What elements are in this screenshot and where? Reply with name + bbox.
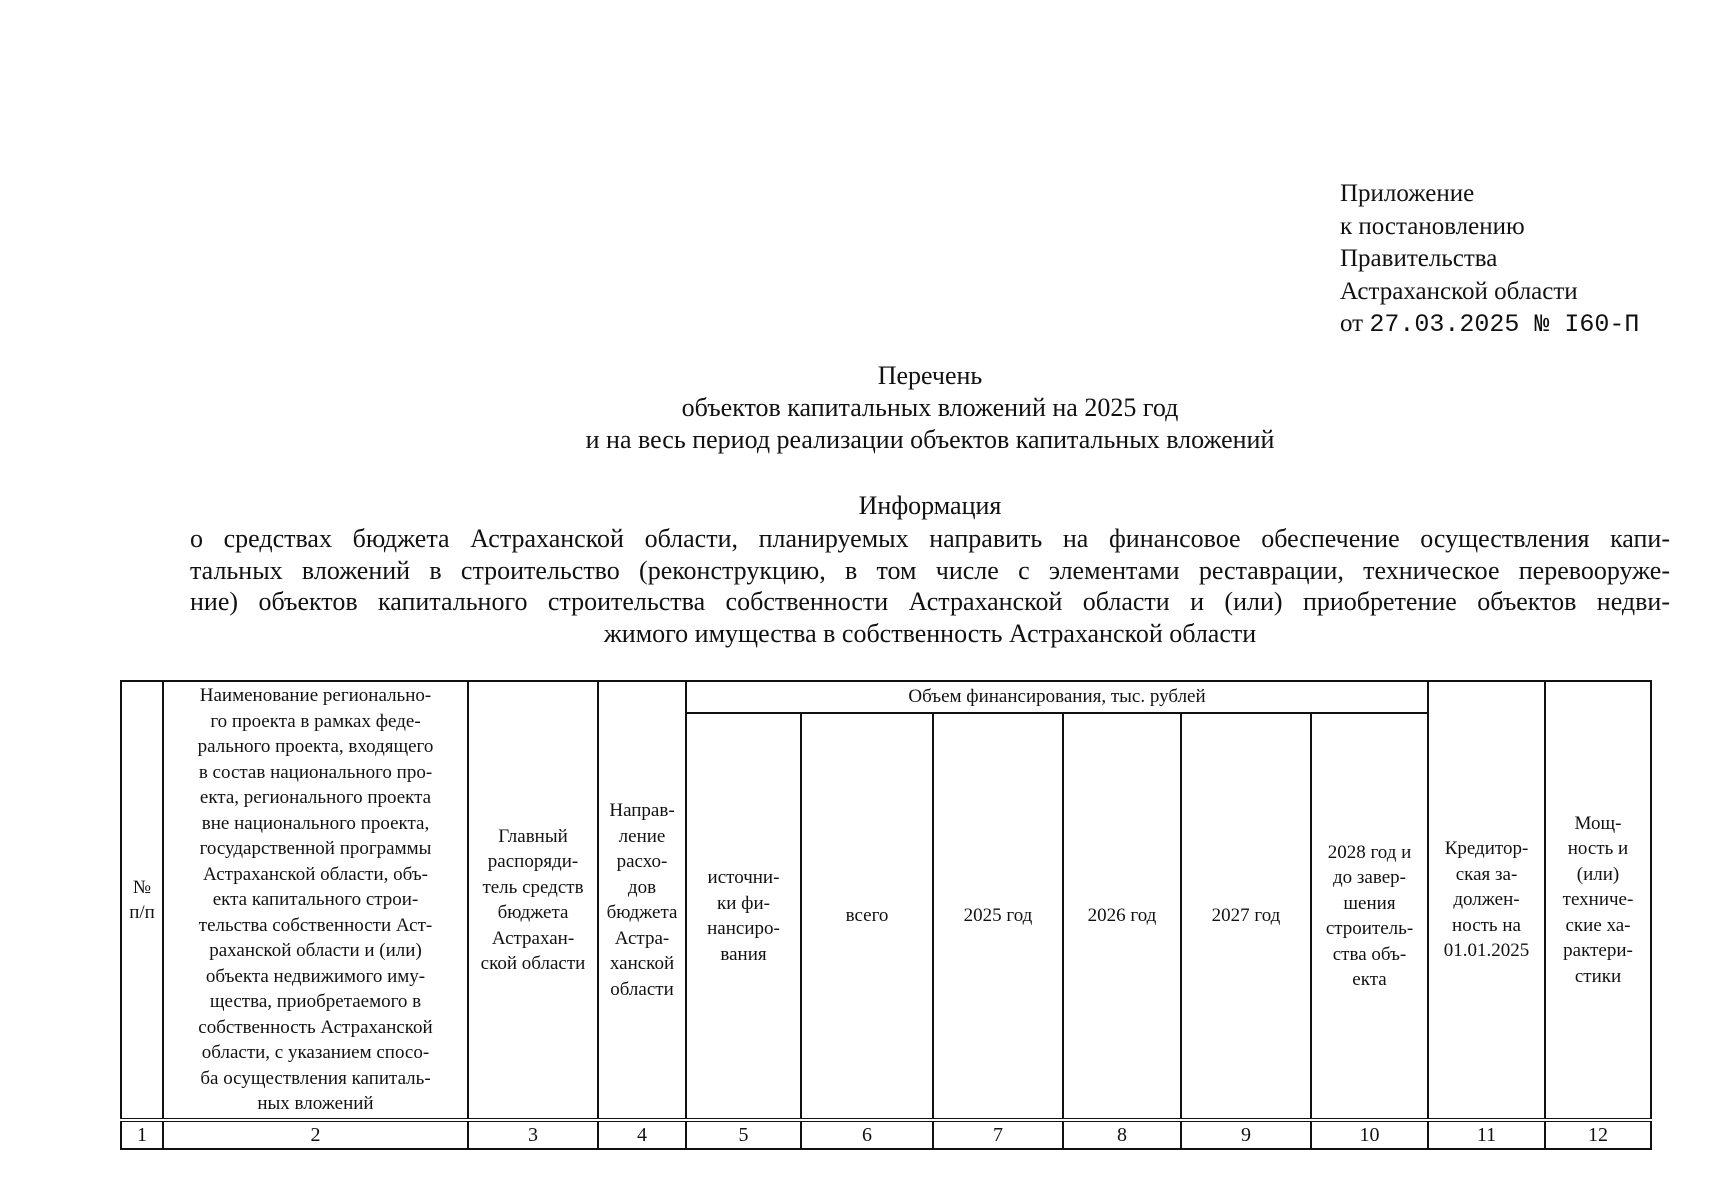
- header-text: области, с указанием спосо-: [201, 1042, 430, 1064]
- header-text: должен-: [1453, 889, 1520, 911]
- header-text: Астрахан-: [491, 927, 575, 949]
- column-number: 4: [598, 1120, 686, 1149]
- title-heading: Перечень: [877, 361, 983, 390]
- header-year-2025: 2025 год: [933, 713, 1063, 1120]
- header-text: ки фи-: [717, 892, 770, 914]
- header-text: в состав национального про-: [198, 761, 433, 783]
- info-line: о средствах бюджета Астраханской области, планируемых направить на финансовое обеспечение осуществления капи-: [190, 524, 1670, 553]
- header-text: дов: [627, 876, 657, 898]
- header-text: ба осуществления капиталь-: [200, 1067, 431, 1089]
- column-number: 9: [1181, 1120, 1311, 1149]
- header-text: Мощ-: [1574, 812, 1622, 834]
- header-text: шения: [1343, 892, 1396, 914]
- header-year-2028-onward: [1311, 713, 1428, 1120]
- header-text: Направ-: [609, 800, 675, 821]
- header-text: ства объ-: [1332, 943, 1407, 965]
- appendix-block: [1340, 178, 1639, 342]
- appendix-line: Астраханской области: [1340, 277, 1578, 305]
- column-number: 10: [1311, 1120, 1428, 1149]
- header-text: ных вложений: [257, 1093, 374, 1115]
- header-text: ханской: [609, 953, 675, 974]
- header-text: 2028 год и: [1327, 841, 1412, 863]
- header-text: стики: [1574, 965, 1622, 987]
- appendix-line: Правительства: [1340, 245, 1498, 272]
- info-line: жимого имущества в собственность Астраханской области: [603, 618, 1257, 648]
- header-text: ской области: [480, 953, 586, 974]
- header-capacity: [1545, 681, 1651, 1120]
- header-text: Астраханской области, объ-: [203, 863, 428, 885]
- header-text: вне национального проекта,: [201, 812, 430, 834]
- header-text: Наименование регионально-: [199, 685, 432, 707]
- info-paragraph: [190, 523, 1670, 649]
- header-text: щества, приобретаемого в: [209, 991, 422, 1013]
- appendix-date-value: 27.03.2025 № I60-П: [1369, 310, 1640, 339]
- document-title: [0, 360, 1710, 456]
- column-number: 7: [933, 1120, 1063, 1149]
- header-financing-volume: Объем финансирования, тыс. рублей: [686, 681, 1428, 713]
- header-text: бюджета: [497, 902, 569, 923]
- column-number: 6: [801, 1120, 933, 1149]
- appendix-line: к постановлению: [1340, 212, 1525, 240]
- column-number: 3: [468, 1120, 598, 1149]
- header-number: [121, 681, 163, 1120]
- header-text: тель средств: [482, 876, 584, 898]
- header-text: екта капитального строи-: [212, 889, 419, 911]
- info-line: ние) объектов капитального строительства собственности Астраханской области и (или) приобретение объектов недви-: [190, 587, 1670, 616]
- header-expense-direction: [598, 681, 686, 1120]
- header-text: ские ха-: [1565, 914, 1631, 936]
- header-text: тельства собственности Аст-: [198, 914, 433, 936]
- column-number: 11: [1428, 1120, 1545, 1149]
- appendix-line: Приложение: [1340, 180, 1475, 207]
- header-text: Астра-: [614, 927, 670, 949]
- header-text: бюджета: [606, 902, 678, 923]
- header-text: ление: [618, 825, 666, 847]
- header-text: источни-: [707, 867, 780, 888]
- header-text: №: [132, 876, 152, 898]
- header-text: п/п: [129, 902, 155, 923]
- header-text: Главный: [498, 825, 568, 847]
- header-creditor-debt: [1428, 681, 1545, 1120]
- header-text: распоряди-: [487, 851, 579, 872]
- header-text: ность и: [1567, 838, 1629, 860]
- appendix-date-prefix: от: [1340, 310, 1364, 337]
- header-text: (или): [1576, 863, 1620, 885]
- header-project-name: [163, 681, 468, 1120]
- header-text: до завер-: [1333, 867, 1406, 888]
- header-text: ность на: [1452, 914, 1521, 936]
- capital-investments-table: [120, 680, 1652, 1150]
- header-text: го проекта в рамках феде-: [210, 710, 421, 732]
- column-number: 5: [686, 1120, 801, 1149]
- header-total: всего: [801, 713, 933, 1120]
- header-text: вания: [720, 943, 767, 965]
- header-text: рактери-: [1563, 940, 1633, 962]
- header-year-2026: 2026 год: [1063, 713, 1181, 1120]
- header-budget-manager: [468, 681, 598, 1120]
- column-number: 1: [121, 1120, 163, 1149]
- header-year-2027: 2027 год: [1181, 713, 1311, 1120]
- title-line: и на весь период реализации объектов капитальных вложений: [585, 425, 1275, 454]
- table-header-row-1: [121, 681, 1651, 713]
- column-number: 8: [1063, 1120, 1181, 1149]
- info-line: тальных вложений в строительство (реконструкцию, в том числе с элементами реставрации, техническое перевооруже-: [190, 555, 1670, 585]
- header-funding-sources: [686, 713, 801, 1120]
- header-text: нансиро-: [707, 918, 780, 939]
- header-text: раханской области и (или): [209, 940, 422, 962]
- column-number: 12: [1545, 1120, 1651, 1149]
- appendix-date: [1340, 308, 1639, 342]
- header-text: 01.01.2025: [1443, 940, 1530, 962]
- column-number: 2: [163, 1120, 468, 1149]
- header-text: ская за-: [1455, 863, 1518, 885]
- header-text: Кредитор-: [1444, 838, 1529, 860]
- header-text: государственной программы: [199, 838, 432, 860]
- column-numbers-row: [121, 1120, 1651, 1149]
- header-text: рального проекта, входящего: [197, 736, 434, 758]
- header-text: екта, регионального проекта: [199, 787, 432, 809]
- header-text: области: [610, 978, 674, 1000]
- header-text: объекта недвижимого иму-: [205, 965, 426, 987]
- header-text: собственность Астраханской: [198, 1016, 433, 1038]
- title-line: объектов капитальных вложений на 2025 год: [681, 393, 1179, 422]
- header-text: техниче-: [1562, 889, 1634, 911]
- info-heading: Информация: [858, 491, 1002, 520]
- header-text: расхо-: [616, 851, 668, 872]
- header-text: екта: [1352, 969, 1387, 990]
- header-text: строитель-: [1325, 918, 1414, 939]
